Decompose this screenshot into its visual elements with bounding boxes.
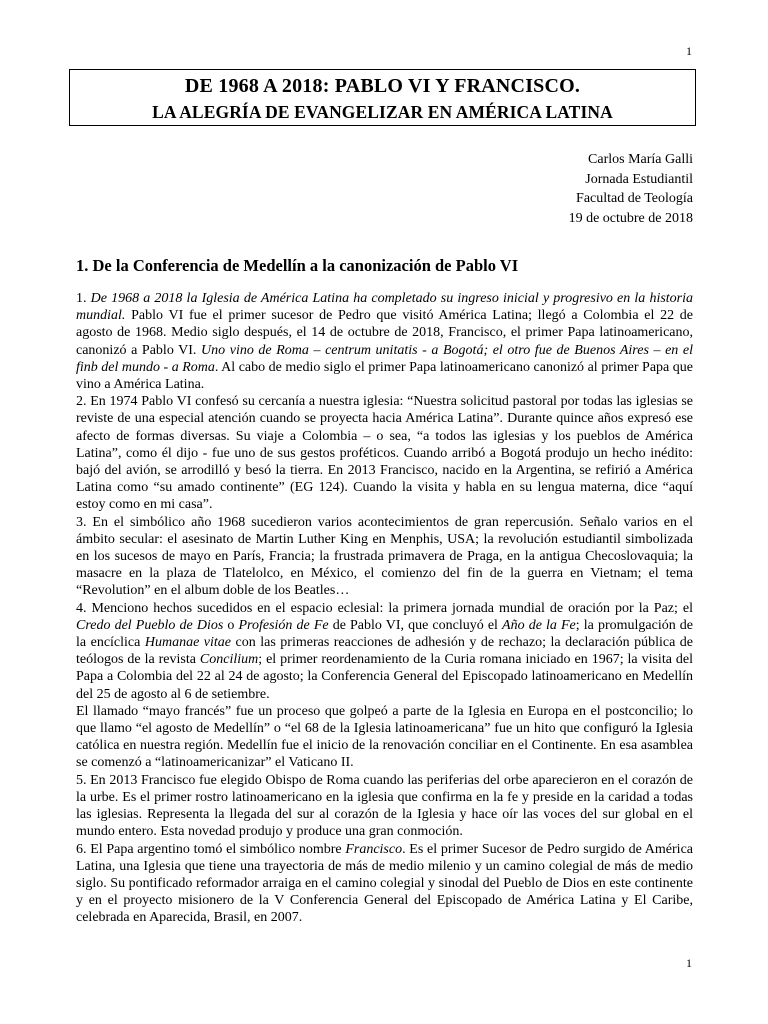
- italic-text: Profesión de Fe: [238, 617, 329, 633]
- text-run: . Es el primer Sucesor de Pedro surgido de América Latina, una Iglesia que tiene una trayectoria de más de medio milenio y un camino colegial de más de medio siglo. Su pontificado reformador arraiga en el camino colegial y sinodal del Pueblo de Dios en este continente y en el proyecto misionero de la V Conferencia General del Episcopado de América Latina y El Caribe, celebrada en Aparecida, Brasil, en 2007.: [76, 841, 693, 926]
- page-number-top: 1: [686, 44, 692, 58]
- author-institution: Facultad de Teología: [576, 191, 693, 206]
- text-run: con las primeras reacciones de adhesión y de rechazo; la declaración pública de teólogos de la revista: [76, 635, 694, 668]
- paragraph: [76, 514, 693, 600]
- title-box: [69, 69, 696, 126]
- italic-text: Concilium: [199, 652, 259, 668]
- text-run: 5. En 2013 Francisco fue elegido Obispo de Roma cuando las periferias del orbe aparecieron en el corazón de la urbe. Es el primer rostro latinoamericano en la iglesia que confirma en la fe y preside en la caridad a todas las iglesias. Representa la llegada del sur al corazón de la Iglesia y hace oír las voces del sur global en el mundo entero. Esta novedad produjo y produce una gran conmoción.: [76, 772, 693, 840]
- italic-text: Humanae vitae: [144, 635, 232, 651]
- author-date: 19 de octubre de 2018: [568, 210, 693, 226]
- italic-text: Uno vino de Roma – centrum unitatis - a Bogotá; el otro fue de Buenos Aires – en el finb del mundo - a Roma: [76, 342, 693, 375]
- text-run: 1.: [76, 291, 91, 306]
- italic-text: Francisco: [345, 841, 403, 857]
- italic-text: Año de la Fe: [502, 617, 576, 633]
- page-number-bottom: 1: [686, 956, 692, 970]
- text-run: El llamado “mayo francés” fue un proceso que golpeó a parte de la Iglesia en Europa en el postconcilio; lo que llamo “el agosto de Medellín” o “el 68 de la Iglesia latinoamericana” fue un hito que configuró la Iglesia católica en nuestra región. Medellín fue el inicio de la renovación conciliar en el Continente. En esa asamblea se comenzó a “latinoamericanizar” el Vaticano II.: [76, 703, 693, 771]
- author-block: [569, 150, 693, 228]
- text-run: 6. El Papa argentino tomó el simbólico nombre: [76, 841, 346, 857]
- author-event: Jornada Estudiantil: [585, 171, 693, 187]
- text-run: de Pablo VI, que concluyó el: [328, 617, 503, 633]
- text-run: Pablo VI fue el primer sucesor de Pedro que visitó América Latina; llegó a Colombia el 22 de agosto de 1968. Medio siglo después, el 14 de octubre de 2018, Francisco, el primer Papa latinoamericano, canonizó a Pablo VI.: [76, 308, 693, 358]
- text-run: o: [223, 617, 239, 633]
- section-heading: 1. De la Conferencia de Medellín a la canonización de Pablo VI: [76, 256, 519, 275]
- text-run: . Al cabo de medio siglo el primer Papa latinoamericano canonizó al primer Papa que vino a América Latina.: [76, 359, 693, 393]
- paragraph: [76, 600, 693, 703]
- paragraph: [76, 290, 693, 393]
- text-run: ; el primer reordenamiento de la Curia romana iniciado en 1967; la visita del Papa a Colombia del 22 al 24 de agosto; la Conferencia General del Episcopado latinoamericano en Medellín del 25 de agosto al 6 de setiembre.: [76, 652, 693, 702]
- document-subtitle: LA ALEGRÍA DE EVANGELIZAR EN AMÉRICA LATINA: [152, 102, 613, 122]
- text-run: 2. En 1974 Pablo VI confesó su cercanía a nuestra iglesia: “Nuestra solicitud pastoral por todas las iglesias se reviste de una especial atención cuando se proyecta hacia América Latina”. Durante quince años expresó ese afecto de formas diversas. Su viaje a Colombia – o sea, “a todos las iglesias y los pueblos de América Latina”, como él dijo - fue uno de sus gestos proféticos. Cuando arribó a Bogotá produjo un hecho inédito: bajó del avión, se arrodilló y besó la tierra. En 2013 Francisco, nacido en la Argentina, se refirió a América Latina como “su amado continente” (EG 124). Cuando la visita y habla en su lengua materna, dice “aquí estoy como en mi casa”.: [76, 394, 693, 513]
- document-title: DE 1968 A 2018: PABLO VI Y FRANCISCO.: [184, 75, 581, 97]
- author-name: Carlos María Galli: [588, 152, 693, 167]
- paragraph: [76, 772, 693, 841]
- text-run: 4. Menciono hechos sucedidos en el espacio eclesial: la primera jornada mundial de oración por la Paz; el: [76, 600, 693, 616]
- paragraph: [76, 703, 693, 772]
- text-run: ; la promulgación de la encíclica: [76, 617, 694, 651]
- body-text: [76, 290, 693, 927]
- text-run: 3. En el simbólico año 1968 sucedieron varios acontecimientos de gran repercusión. Señalo varios en el ámbito secular: el asesinato de Martin Luther King en Menphis, USA; la revolución estudiantil simbolizada en los sucesos de mayo en París, Francia; la frustrada primavera de Praga, en la antigua Checoslovaquia; la masacre en la plaza de Tlatelolco, en México, el comienzo del fin de la guerra en Vietnam; el tema “Revolution” en el album doble de los Beatles…: [76, 514, 693, 599]
- paragraph: [76, 841, 693, 927]
- italic-text: De 1968 a 2018 la Iglesia de América Latina ha completado su ingreso inicial y progresivo en la historia mundial.: [76, 291, 694, 324]
- italic-text: Credo del Pueblo de Dios: [76, 617, 224, 633]
- paragraph: [76, 393, 693, 513]
